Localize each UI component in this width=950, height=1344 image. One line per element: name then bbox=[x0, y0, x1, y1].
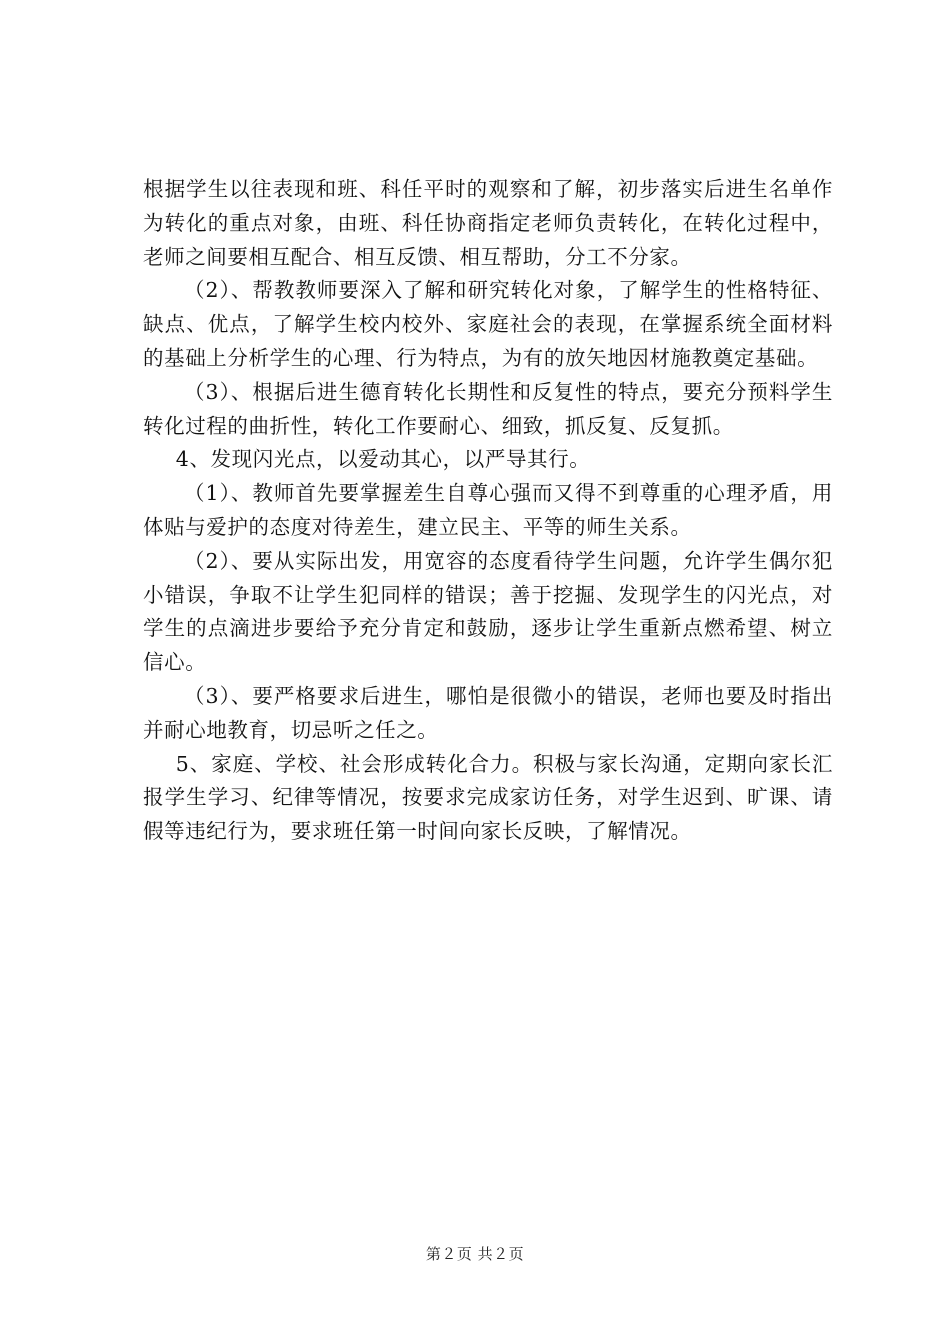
paragraph-section-5-family: 5、家庭、学校、社会形成转化合力。积极与家长沟通，定期向家长汇报学生学习、纪律等情况，按要求完成家访任务，对学生迟到、旷课、请假等违纪行为，要求班任第一时间向家长反映，了解情况。 bbox=[143, 751, 833, 844]
page-footer bbox=[0, 1244, 950, 1264]
page-number-label: 第２页 共２页 bbox=[425, 1245, 525, 1263]
paragraph-item-2-tolerance: （2）、要从实际出发，用宽容的态度看待学生问题，允许学生偶尔犯小错误，争取不让学生犯同样的错误；善于挖掘、发现学生的闪光点，对学生的点滴进步要给予充分肯定和鼓励，逐步让学生重新点燃希望、树立信心。 bbox=[143, 548, 833, 675]
document-body bbox=[143, 173, 833, 849]
paragraph-item-2-study-students: （2）、帮教教师要深入了解和研究转化对象，了解学生的性格特征、缺点、优点，了解学生校内校外、家庭社会的表现，在掌握系统全面材料的基础上分析学生的心理、行为特点，为有的放矢地因材施教奠定基础。 bbox=[143, 278, 833, 370]
paragraph-continuation: 根据学生以往表现和班、科任平时的观察和了解，初步落实后进生名单作为转化的重点对象，由班、科任协商指定老师负责转化，在转化过程中，老师之间要相互配合、相互反馈、相互帮助，分工不分家。 bbox=[143, 177, 833, 269]
paragraph-item-1-respect: （1）、教师首先要掌握差生自尊心强而又得不到尊重的心理矛盾，用体贴与爱护的态度对待差生，建立民主、平等的师生关系。 bbox=[143, 481, 833, 539]
paragraph-item-3-repetition: （3）、根据后进生德育转化长期性和反复性的特点，要充分预料学生转化过程的曲折性，转化工作要耐心、细致，抓反复、反复抓。 bbox=[143, 379, 833, 438]
paragraph-item-3-strict: （3）、要严格要求后进生，哪怕是很微小的错误，老师也要及时指出并耐心地教育，切忌听之任之。 bbox=[143, 683, 833, 742]
paragraph-section-4-heading: 4、发现闪光点，以爱动其心，以严导其行。 bbox=[175, 447, 591, 472]
